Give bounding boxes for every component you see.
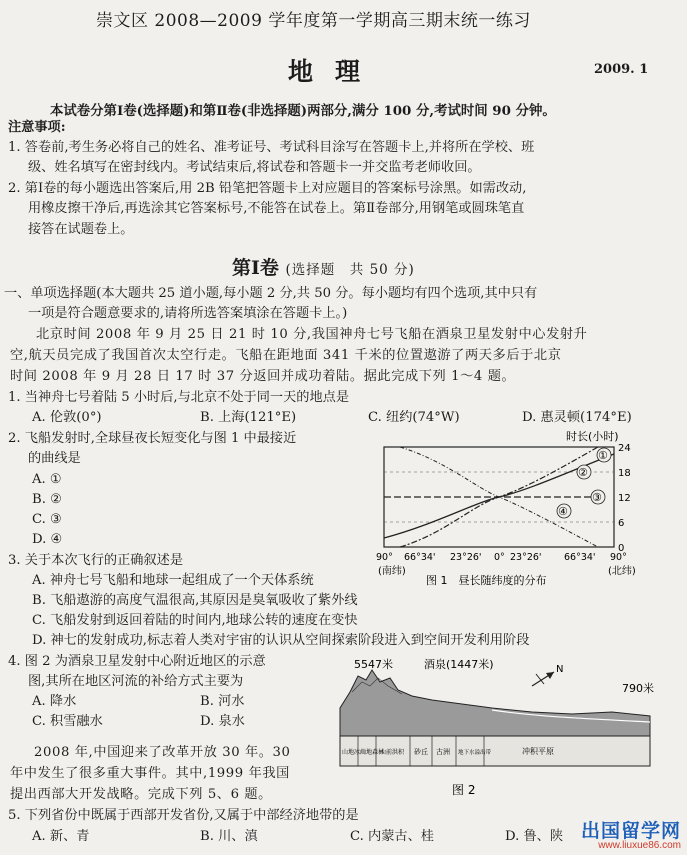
zone-label: 砂丘 [414,748,428,756]
zone-label: 古洲 [436,748,450,756]
y-tick: 0 [618,543,625,554]
north-label: (北纬) [608,566,636,577]
option: C. 内蒙古、桂 [350,829,434,844]
city-label: 酒泉(1447米) [424,658,494,671]
notice-line: 用橡皮擦干净后,再选涂其它答案标号,不能答在试卷上。第Ⅱ卷部分,用钢笔或圆珠笔直 [28,201,525,216]
y-tick: 6 [618,518,625,529]
x-tick: 90° [610,552,627,563]
x-tick: 23°26' [450,552,482,563]
section-title [232,253,415,280]
terrain-surface [340,670,650,736]
figure-2-caption: 图 2 [452,783,476,797]
section-subtitle: (选择题 共 50 分) [285,262,415,278]
option: B. 飞船遨游的高度气温很高,其原因是臭氧吸收了紫外线 [32,593,358,608]
part-instructions: 一、单项选择题(本大题共 25 道小题,每小题 2 分,共 50 分。每小题均有四个选项,其中只有 [4,286,538,301]
watermark-text: 出国留学网 [580,820,681,842]
south-label: (南纬) [378,566,406,577]
question-stem: 的曲线是 [28,451,81,466]
figure-2-terrain-diagram [332,652,657,802]
option: D. 泉水 [200,714,245,729]
zone-label: 山前洪积 [380,749,405,756]
intro-text: 本试卷分第Ⅰ卷(选择题)和第Ⅱ卷(非选择题)两部分,满分 100 分,考试时间 90 分钟。 [50,103,556,119]
part-instructions: 一项是符合题意要求的,请将所选答案填涂在答题卡上。) [28,306,348,321]
y-tick: 12 [618,493,631,504]
x-tick: 90° [376,552,393,563]
passage-line: 提出西部大开发战略。完成下列 5、6 题。 [10,787,272,802]
north-arrow [532,664,563,686]
section-name: 第Ⅰ卷 [232,257,279,279]
option: D. 惠灵顿(174°E) [522,410,632,425]
figure-1-caption: 图 1 昼长随纬度的分布 [426,574,547,587]
option: A. 降水 [32,694,77,709]
x-tick: 66°34' [404,552,436,563]
curve-1-label: ① [598,449,608,462]
option: D. 鲁、陕 [505,829,564,844]
exam-date: 2009. 1 [594,62,649,77]
passage-line: 年中发生了很多重大事件。其中,1999 年我国 [10,766,290,781]
option: C. 飞船发射到返回着陆的时间内,地球公转的速度在变快 [32,613,358,628]
notice-title: 注意事项: [8,120,66,135]
figure-1-ylabel: 时长(小时) [566,430,619,443]
watermark-url: www.liuxue86.com [598,840,681,851]
figure-1-daylength-chart [366,428,656,588]
option: A. ① [32,472,62,487]
notice-line: 2. 第Ⅰ卷的每小题选出答案后,用 2B 铅笔把答题卡上对应题目的答案标号涂黑。如需改动, [8,181,527,196]
passage-line: 时间 2008 年 9 月 28 日 17 时 37 分返回并成功着陆。据此完成下列 1～4 题。 [10,369,516,384]
question-stem: 1. 当神舟七号着陆 5 小时后,与北京不处于同一天的地点是 [8,390,350,405]
zone-label: 冲积平原 [522,747,554,756]
exam-header: 崇文区 2008—2009 学年度第一学期高三期末统一练习 [96,11,531,31]
option: B. 上海(121°E) [200,410,297,425]
option: C. ③ [32,512,62,527]
question-stem: 2. 飞船发射时,全球昼夜长短变化与图 1 中最接近 [8,431,297,446]
y-tick: 18 [618,468,631,479]
option: D. 神七的发射成功,标志着人类对宇宙的认识从空间探索阶段进入到空间开发利用阶段 [32,633,530,648]
zone-label: 山地森林 [360,749,385,756]
curve-2-label: ② [578,466,588,479]
notice-line: 接答在试题卷上。 [28,222,134,237]
question-stem: 5. 下列省份中既属于西部开发省份,又属于中部经济地带的是 [8,808,359,823]
x-tick: 0° [494,552,505,563]
option: B. 河水 [200,694,245,709]
subject-title: 地理 [288,57,383,86]
notice-line: 1. 答卷前,考生务必将自己的姓名、准考证号、考试科目涂写在答题卡上,并将所在学校、班 [8,140,535,155]
passage-line: 2008 年,中国迎来了改革开放 30 年。30 [34,745,291,760]
option: A. 神舟七号飞船和地球一起组成了一个天体系统 [32,573,314,588]
zone-label: 地下水溢出带 [458,750,492,756]
question-stem: 4. 图 2 为酒泉卫星发射中心附近地区的示意 [8,654,266,669]
option: D. ④ [32,532,63,547]
x-tick: 23°26' [510,552,542,563]
zone-label: 山地冰川 [342,749,367,756]
north-label: N [556,664,564,675]
option: C. 积雪融水 [32,714,103,729]
option: A. 伦敦(0°) [32,410,102,425]
passage-line: 北京时间 2008 年 9 月 25 日 21 时 10 分,我国神舟七号飞船在酒泉卫星发射中心发射升 [36,327,588,342]
curve-3-label: ③ [592,491,602,504]
watermark-logo [581,821,681,851]
question-stem: 图,其所在地区河流的补给方式主要为 [28,674,244,689]
option: B. 川、滇 [200,829,258,844]
option: C. 纽约(74°W) [368,410,460,425]
passage-line: 空,航天员完成了我国首次太空行走。飞船在距地面 341 千米的位置遨游了两天多后于北京 [10,348,562,363]
low-elevation-label: 790米 [622,682,654,695]
x-tick: 66°34' [564,552,596,563]
notice-line: 级、姓名填写在密封线内。考试结束后,将试卷和答题卡一并交监考老师收回。 [28,160,481,175]
option: B. ② [32,492,62,507]
peak-elevation-label: 5547米 [354,658,393,671]
curve-4-label: ④ [558,505,568,518]
question-stem: 3. 关于本次飞行的正确叙述是 [8,553,184,568]
option: A. 新、青 [32,829,90,844]
y-tick: 24 [618,443,631,454]
